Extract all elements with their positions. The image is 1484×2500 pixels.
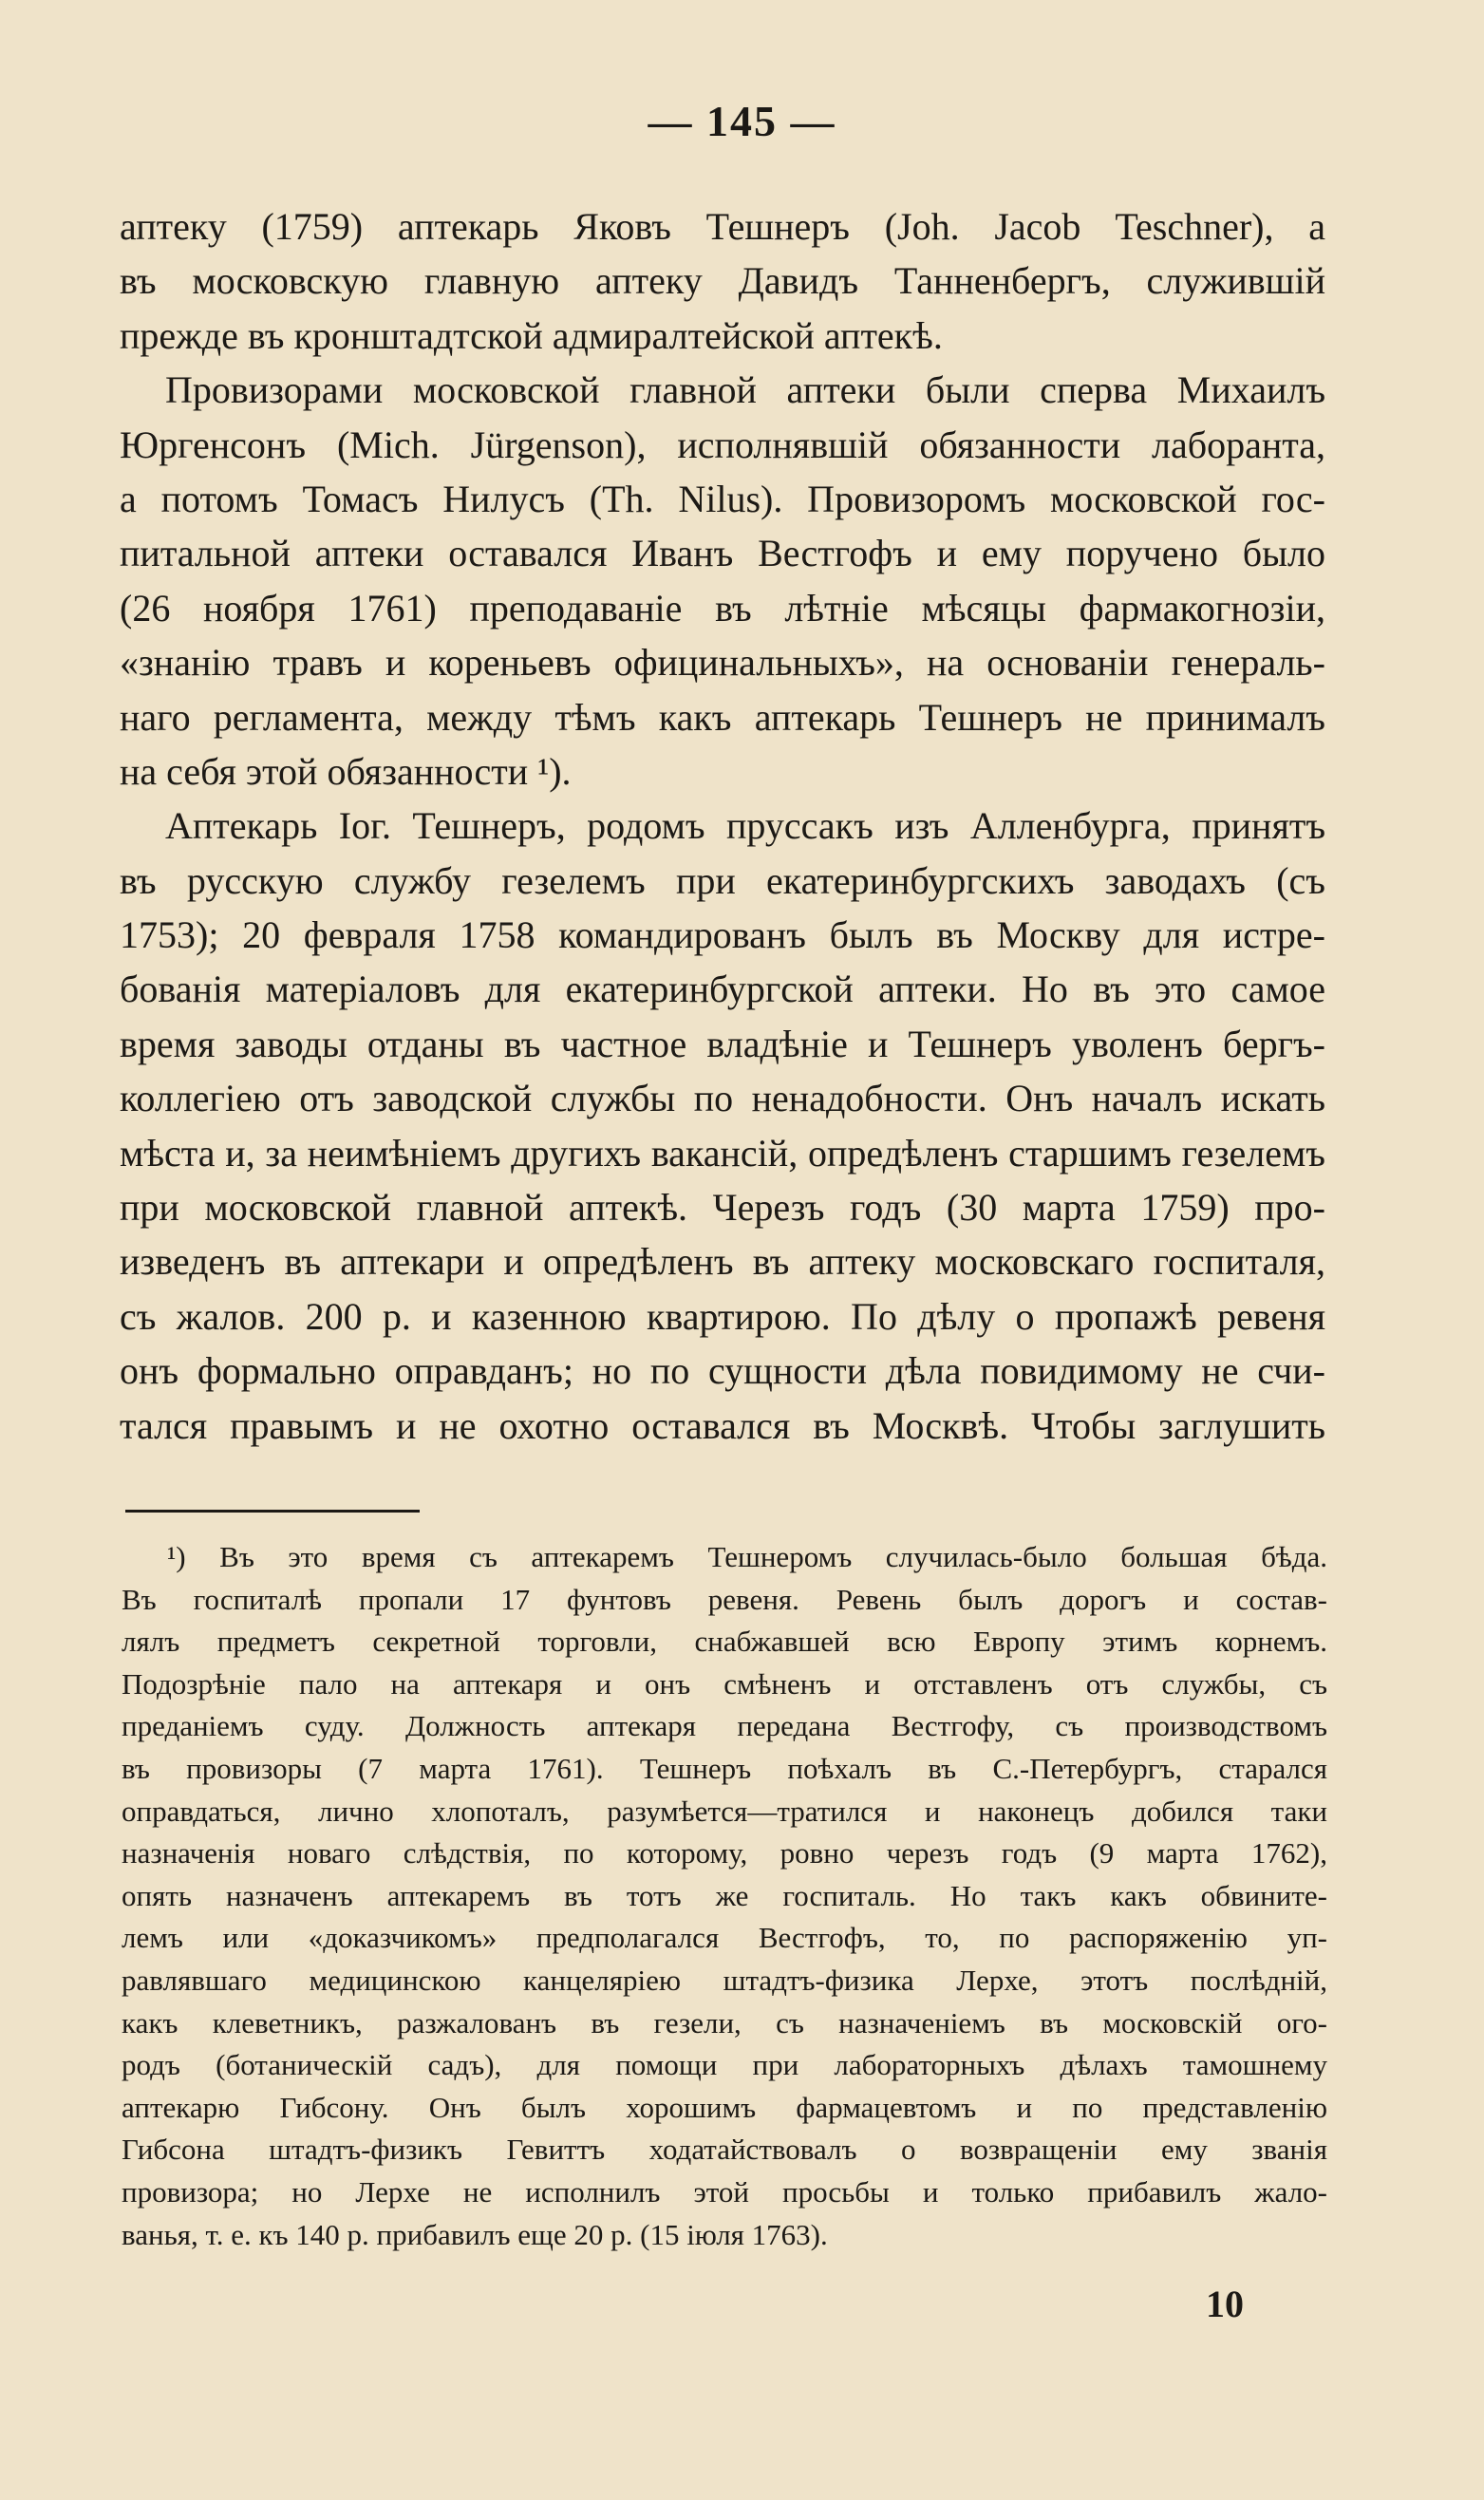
footnote-line: преданіемъ суду. Должность аптекаря передана Вестгофу, съ производствомъ bbox=[122, 1709, 1327, 1743]
text-line: время заводы отданы въ частное владѣніе и Тешнеръ уволенъ бергъ- bbox=[120, 1022, 1325, 1065]
footnote-line: лялъ предметъ секретной торговли, снабжавшей всю Европу этимъ корнемъ. bbox=[122, 1625, 1327, 1659]
footnote-line: провизора; но Лерхе не исполнилъ этой просьбы и только прибавилъ жало- bbox=[122, 2174, 1327, 2209]
footnote-line: аптекарю Гибсону. Онъ былъ хорошимъ фармацевтомъ и по представленію bbox=[122, 2090, 1327, 2124]
text-line: съ жалов. 200 р. и казенною квартирою. По дѣлу о пропажѣ ревеня bbox=[120, 1294, 1325, 1338]
footnote-line: Гибсона штадтъ-физикъ Гевиттъ ходатайствовалъ о возвращеніи ему званія bbox=[122, 2133, 1327, 2167]
text-line: мѣста и, за неимѣніемъ другихъ вакансій, опредѣленъ старшимъ гезелемъ bbox=[120, 1131, 1325, 1175]
footnote-line: какъ клеветникъ, разжалованъ въ гезели, съ назначеніемъ въ московскій ого- bbox=[122, 2005, 1327, 2039]
text-line: прежде въ кронштадтской адмиралтейской аптекѣ. bbox=[120, 313, 943, 357]
text-line: онъ формально оправданъ; но по сущности дѣла повидимому не счи- bbox=[120, 1349, 1325, 1393]
footnote-line: родъ (ботаническій садъ), для помощи при лабораторныхъ дѣлахъ тамошнему bbox=[122, 2048, 1327, 2082]
text-line: бованія матеріаловъ для екатеринбургской аптеки. Но въ это самое bbox=[120, 968, 1325, 1011]
text-line: изведенъ въ аптекари и опредѣленъ въ аптеку московскаго госпиталя, bbox=[120, 1240, 1325, 1284]
text-line: наго регламента, между тѣмъ какъ аптекарь Тешнеръ не принималъ bbox=[120, 695, 1325, 739]
text-line: аптеку (1759) аптекарь Яковъ Тешнеръ (Joh. Jacob Teschner), а bbox=[120, 205, 1325, 248]
footnote bbox=[122, 1536, 1327, 2256]
text-line: «знанію травъ и кореньевъ официнальныхъ», на основаніи генераль- bbox=[120, 641, 1325, 685]
signature-mark: 10 bbox=[1206, 2283, 1244, 2325]
text-line: (26 ноября 1761) преподаваніе въ лѣтніе мѣсяцы фармакогнозіи, bbox=[120, 586, 1325, 630]
footnote-line: назначенія новаго слѣдствія, по которому, ровно черезъ годъ (9 марта 1762), bbox=[122, 1836, 1327, 1870]
text-line: а потомъ Томасъ Нилусъ (Th. Nilus). Провизоромъ московской гос- bbox=[120, 477, 1325, 520]
text-line: коллегіею отъ заводской службы по ненадобности. Онъ началъ искать bbox=[120, 1077, 1325, 1120]
text-line: Аптекарь Іог. Тешнеръ, родомъ пруссакъ изъ Алленбурга, принятъ bbox=[165, 804, 1325, 848]
text-line: въ московскую главную аптеку Давидъ Танненбергъ, служившій bbox=[120, 259, 1325, 303]
footnote-line: въ провизоры (7 марта 1761). Тешнеръ поѣхалъ въ С.-Петербургъ, старался bbox=[122, 1751, 1327, 1785]
text-line: Провизорами московской главной аптеки были сперва Михаилъ bbox=[165, 368, 1325, 412]
text-line: въ русскую службу гезелемъ при екатеринбургскихъ заводахъ (съ bbox=[120, 858, 1325, 902]
main-text bbox=[120, 199, 1325, 1453]
footnote-line: равлявшаго медицинскою канцеляріею штадтъ-физика Лерхе, этотъ послѣдній, bbox=[122, 1963, 1327, 1997]
text-line: тался правымъ и не охотно оставался въ Москвѣ. Чтобы заглушить bbox=[120, 1403, 1325, 1447]
page-number: — 145 — bbox=[648, 97, 836, 145]
footnote-divider bbox=[125, 1510, 420, 1513]
text-line: питальной аптеки оставался Иванъ Вестгофъ и ему поручено было bbox=[120, 532, 1325, 575]
footnote-line: опять назначенъ аптекаремъ въ тотъ же госпиталь. Но такъ какъ обвините- bbox=[122, 1878, 1327, 1912]
footnote-line: ¹) Въ это время съ аптекаремъ Тешнеромъ случилась-было большая бѣда. bbox=[167, 1540, 1327, 1573]
footnote-line: Въ госпиталѣ пропали 17 фунтовъ ревеня. Ревень былъ дорогъ и состав- bbox=[122, 1582, 1327, 1616]
text-line: при московской главной аптекѣ. Черезъ годъ (30 марта 1759) про- bbox=[120, 1186, 1325, 1230]
text-line: Юргенсонъ (Mich. Jürgenson), исполнявшій обязанности лаборанта, bbox=[120, 423, 1325, 466]
footnote-line: лемъ или «доказчикомъ» предполагался Вестгофъ, то, по распоряженію уп- bbox=[122, 1921, 1327, 1955]
footnote-line: ванья, т. е. къ 140 р. прибавилъ еще 20 р. (15 іюля 1763). bbox=[122, 2217, 828, 2251]
text-line: на себя этой обязанности ¹). bbox=[120, 749, 572, 793]
footnote-line: оправдаться, лично хлопоталъ, разумѣется—тратился и наконецъ добился таки bbox=[122, 1794, 1327, 1828]
text-line: 1753); 20 февраля 1758 командированъ былъ въ Москву для истре- bbox=[120, 913, 1325, 957]
footnote-line: Подозрѣніе пало на аптекаря и онъ смѣненъ и отставленъ отъ службы, съ bbox=[122, 1666, 1327, 1701]
